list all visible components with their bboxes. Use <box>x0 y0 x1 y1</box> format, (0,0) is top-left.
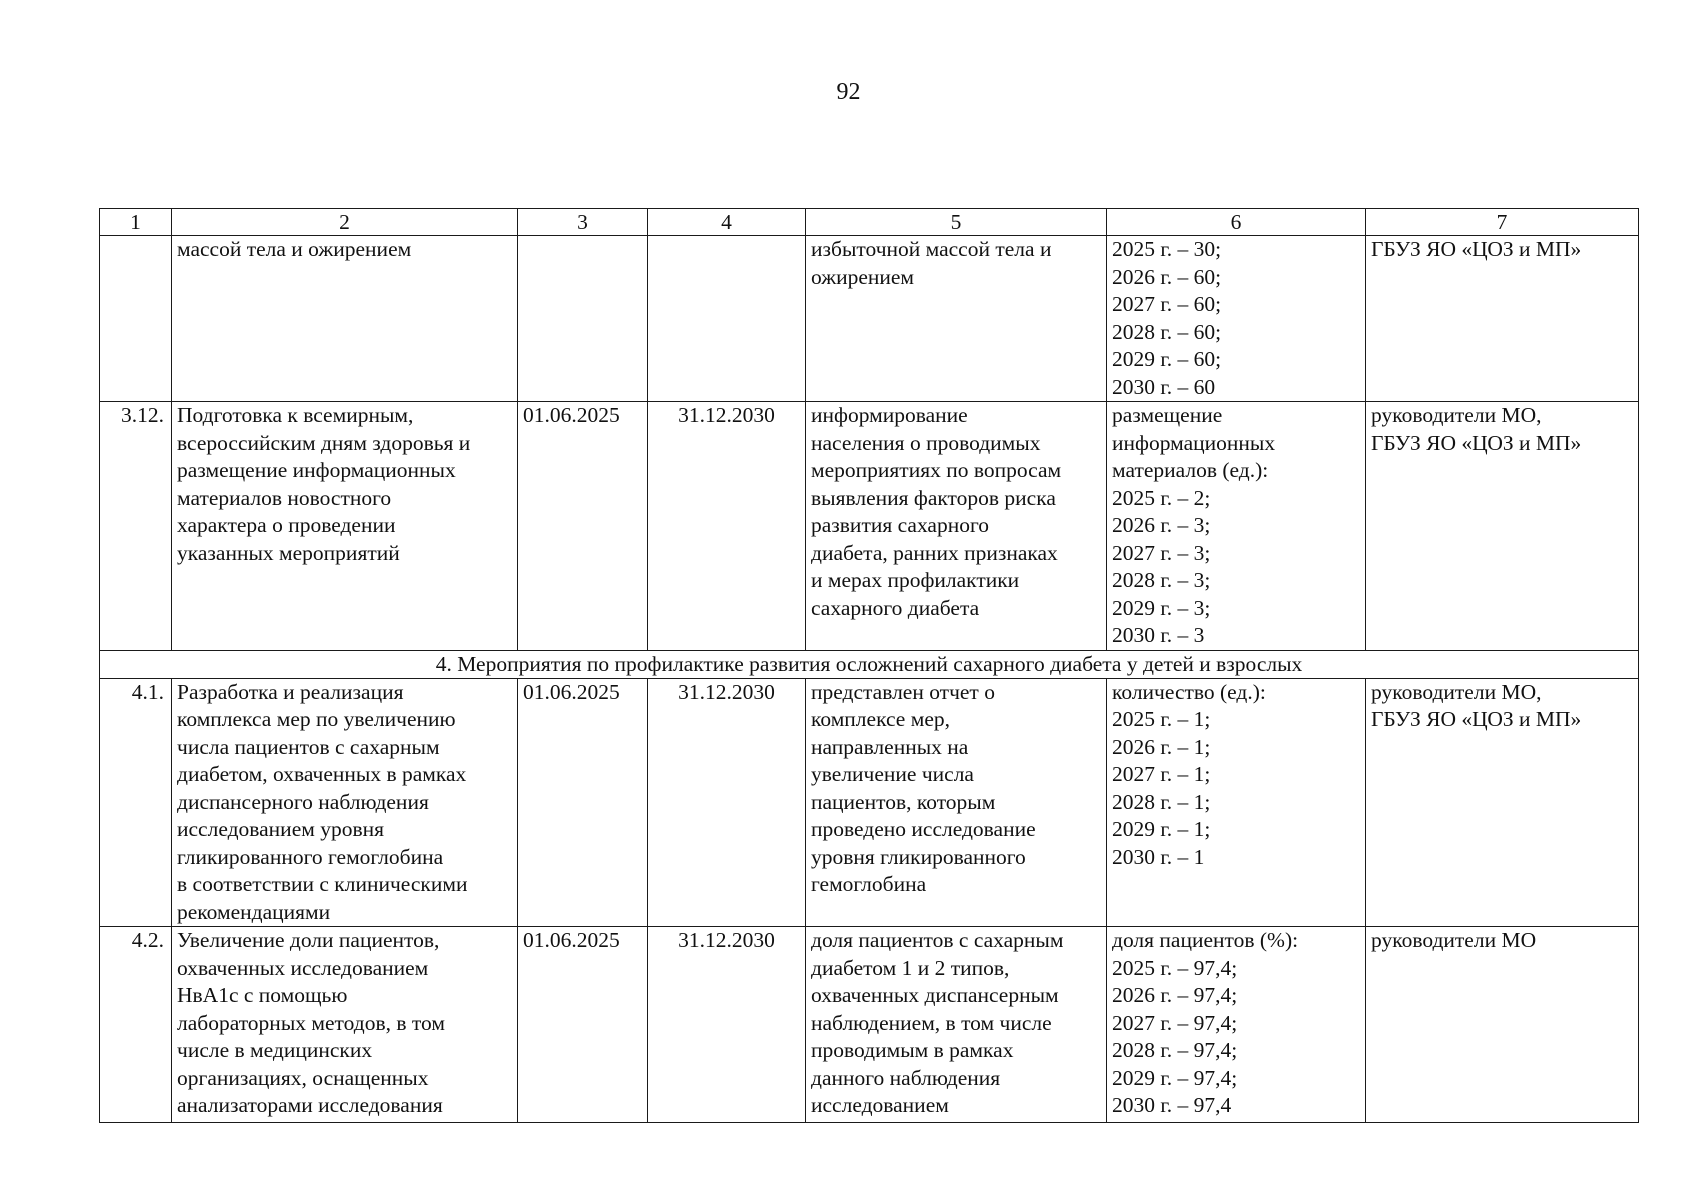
section-row <box>100 650 1639 678</box>
executor: ГБУЗ ЯО «ЦОЗ и МП» <box>1366 236 1639 402</box>
section-title: 4. Мероприятия по профилактике развития осложнений сахарного диабета у детей и взрослых <box>100 650 1639 678</box>
indicator-values: доля пациентов (%): 2025 г. – 97,4; 2026 г. – 97,4; 2027 г. – 97,4; 2028 г. – 97,4; 2029 г. – 97,4; 2030 г. – 97,4 <box>1107 927 1366 1123</box>
row-number: 4.1. <box>100 678 172 927</box>
row-number: 4.2. <box>100 927 172 1123</box>
page-number: 92 <box>836 79 861 105</box>
start-date: 01.06.2025 <box>518 678 648 927</box>
measures-table <box>99 208 1639 1123</box>
start-date: 01.06.2025 <box>518 402 648 651</box>
end-date: 31.12.2030 <box>648 927 806 1123</box>
table-row <box>100 402 1639 651</box>
column-header-5: 5 <box>806 209 1107 236</box>
table-header <box>100 209 1639 236</box>
column-header-1: 1 <box>100 209 172 236</box>
column-header-3: 3 <box>518 209 648 236</box>
column-header-6: 6 <box>1107 209 1366 236</box>
start-date <box>518 236 648 402</box>
end-date: 31.12.2030 <box>648 402 806 651</box>
indicator-values: размещение информационных материалов (ед.): 2025 г. – 2; 2026 г. – 3; 2027 г. – 3; 2028 г. – 3; 2029 г. – 3; 2030 г. – 3 <box>1107 402 1366 651</box>
expected-result: доля пациентов с сахарным диабетом 1 и 2 типов, охваченных диспансерным наблюдением, в том числе проводимым в рамках данного наблюдения исследованием <box>806 927 1107 1123</box>
measure-name: Разработка и реализация комплекса мер по увеличению числа пациентов с сахарным диабетом, охваченных в рамках диспансерного наблюдения исследованием уровня гликированного гемоглобина в соответствии с клиническими рекомендациями <box>172 678 518 927</box>
indicator-values: 2025 г. – 30; 2026 г. – 60; 2027 г. – 60; 2028 г. – 60; 2029 г. – 60; 2030 г. – 60 <box>1107 236 1366 402</box>
expected-result: избыточной массой тела и ожирением <box>806 236 1107 402</box>
executor: руководители МО, ГБУЗ ЯО «ЦОЗ и МП» <box>1366 678 1639 927</box>
header-row <box>100 209 1639 236</box>
table-row <box>100 678 1639 927</box>
expected-result: информирование населения о проводимых мероприятиях по вопросам выявления факторов риска развития сахарного диабета, ранних признаках и мерах профилактики сахарного диабета <box>806 402 1107 651</box>
column-header-7: 7 <box>1366 209 1639 236</box>
measure-name: Увеличение доли пациентов, охваченных исследованием HвA1c с помощью лабораторных методов, в том числе в медицинских организациях, оснащенных анализаторами исследования <box>172 927 518 1123</box>
executor: руководители МО, ГБУЗ ЯО «ЦОЗ и МП» <box>1366 402 1639 651</box>
measure-name: Подготовка к всемирным, всероссийским дням здоровья и размещение информационных материалов новостного характера о проведении указанных мероприятий <box>172 402 518 651</box>
measure-name: массой тела и ожирением <box>172 236 518 402</box>
table-row <box>100 927 1639 1123</box>
row-number: 3.12. <box>100 402 172 651</box>
end-date: 31.12.2030 <box>648 678 806 927</box>
start-date: 01.06.2025 <box>518 927 648 1123</box>
column-header-2: 2 <box>172 209 518 236</box>
row-number <box>100 236 172 402</box>
end-date <box>648 236 806 402</box>
table-row <box>100 236 1639 402</box>
column-header-4: 4 <box>648 209 806 236</box>
indicator-values: количество (ед.): 2025 г. – 1; 2026 г. – 1; 2027 г. – 1; 2028 г. – 1; 2029 г. – 1; 2030 г. – 1 <box>1107 678 1366 927</box>
expected-result: представлен отчет о комплексе мер, направленных на увеличение числа пациентов, которым проведено исследование уровня гликированного гемоглобина <box>806 678 1107 927</box>
executor: руководители МО <box>1366 927 1639 1123</box>
